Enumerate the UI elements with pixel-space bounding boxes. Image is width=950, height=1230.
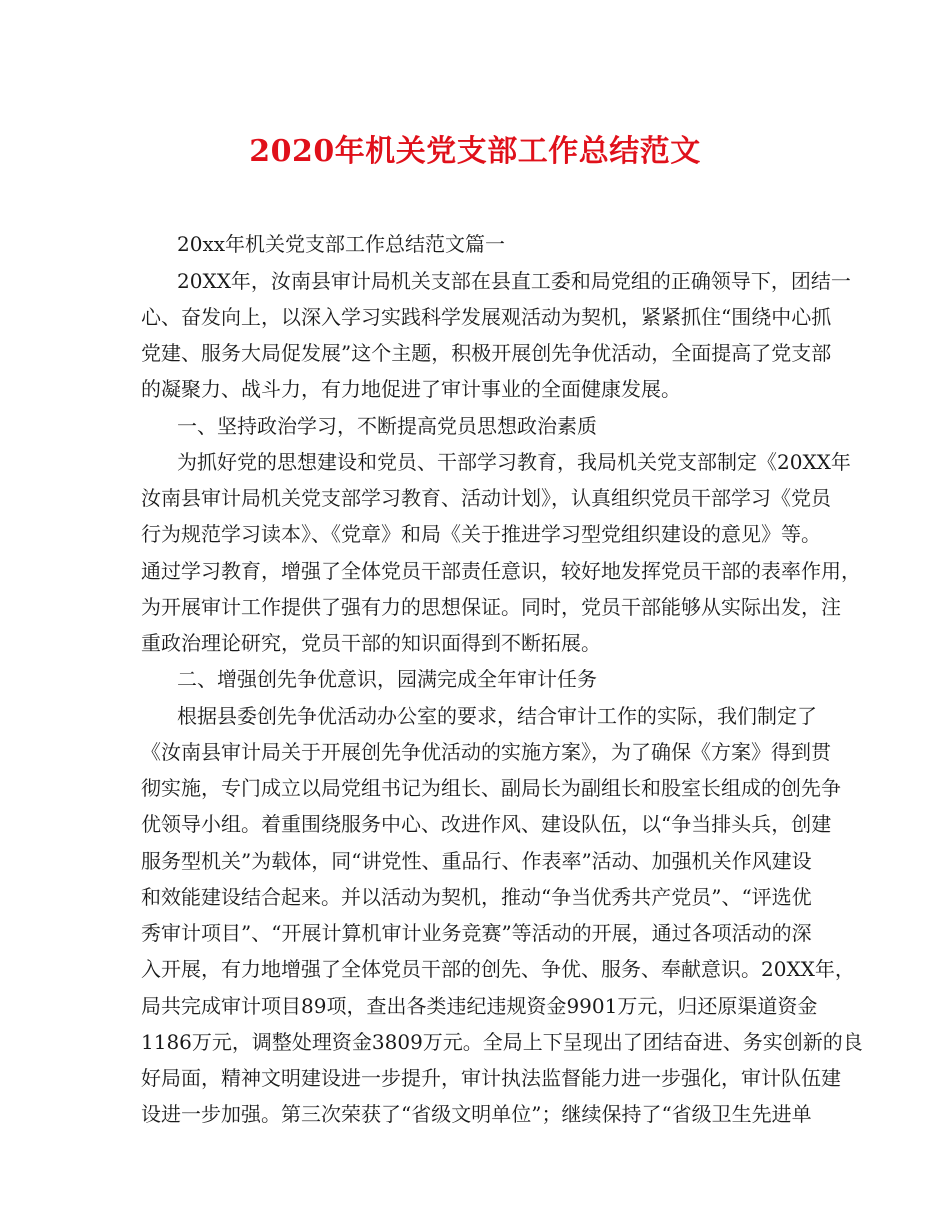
body-line: 汝南县审计局机关党支部学习教育、活动计划》，认真组织党员干部学习《党员 (141, 486, 831, 510)
body-line: 入开展，有力地增强了全体党员干部的创先、争优、服务、奉献意识。20XX年， (141, 957, 855, 981)
body-line: 重政治理论研究，党员干部的知识面得到不断拓展。 (141, 631, 601, 655)
body-line: 秀审计项目”、“开展计算机审计业务竞赛”等活动的开展，通过各项活动的深 (141, 921, 812, 945)
body-line: 彻实施，专门成立以局党组书记为组长、副局长为副组长和股室长组成的创先争 (141, 776, 841, 800)
body-line: 为开展审计工作提供了强有力的思想保证。同时，党员干部能够从实际出发，注 (141, 595, 841, 619)
body-line: 设进一步加强。第三次荣获了“省级文明单位”；继续保持了“省级卫生先进单 (141, 1102, 812, 1126)
body-line: 《汝南县审计局关于开展创先争优活动的实施方案》，为了确保《方案》得到贯 (141, 740, 831, 764)
body-line: 心、奋发向上，以深入学习实践科学发展观活动为契机，紧紧抓住“围绕中心抓 (141, 305, 832, 329)
body-line: 通过学习教育，增强了全体党员干部责任意识，较好地发挥党员干部的表率作用， (141, 559, 861, 583)
body-line: 根据县委创先争优活动办公室的要求，结合审计工作的实际，我们制定了 (177, 704, 817, 728)
body-line: 行为规范学习读本》、《党章》和局《关于推进学习型党组织建设的意见》等。 (141, 522, 821, 546)
body-line: 1186万元，调整处理资金3809万元。全局上下呈现出了团结奋进、务实创新的良 (141, 1030, 863, 1054)
body-line: 20XX年，汝南县审计局机关支部在县直工委和局党组的正确领导下，团结一 (177, 269, 851, 293)
section-heading: 二、增强创先争优意识，园满完成全年审计任务 (177, 667, 597, 691)
body-line: 为抓好党的思想建设和党员、干部学习教育，我局机关党支部制定《20XX年 (177, 450, 851, 474)
body-line: 优领导小组。着重围绕服务中心、改进作风、建设队伍，以“争当排头兵，创建 (141, 812, 832, 836)
body-line: 好局面，精神文明建设进一步提升，审计执法监督能力进一步强化，审计队伍建 (141, 1066, 841, 1090)
body-line: 和效能建设结合起来。并以活动为契机，推动“争当优秀共产党员”、“评选优 (141, 885, 812, 909)
body-line: 的凝聚力、战斗力，有力地促进了审计事业的全面健康发展。 (141, 377, 681, 401)
section-heading: 一、坚持政治学习，不断提高党员思想政治素质 (177, 414, 597, 438)
subtitle-line: 20xx年机关党支部工作总结范文篇一 (177, 232, 506, 256)
document-title: 2020年机关党支部工作总结范文 (249, 134, 701, 169)
body-line: 党建、服务大局促发展”这个主题，积极开展创先争优活动，全面提高了党支部 (141, 341, 832, 365)
body-line: 服务型机关”为载体，同“讲党性、重品行、作表率”活动、加强机关作风建设 (141, 849, 812, 873)
body-line: 局共完成审计项目89项，查出各类违纪违规资金9901万元，归还原渠道资金 (141, 994, 818, 1018)
